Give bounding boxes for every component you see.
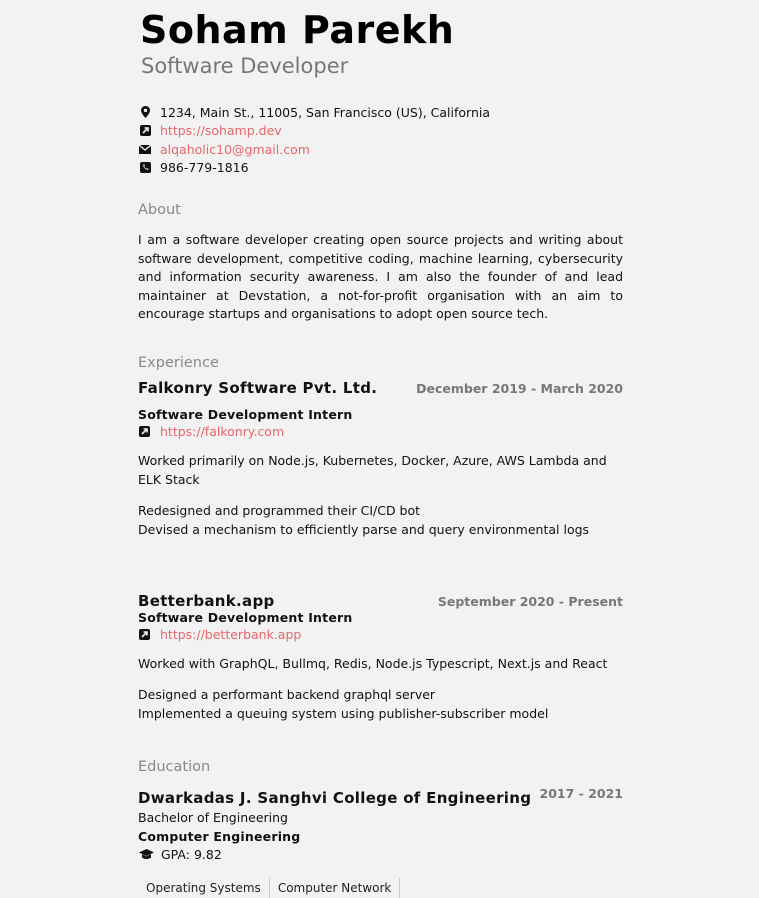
job-entry xyxy=(138,379,623,539)
job-website xyxy=(138,627,623,642)
job-company: Betterbank.app xyxy=(138,592,275,610)
job-website-link[interactable]: https://falkonry.com xyxy=(160,424,285,439)
contact-website xyxy=(139,122,619,141)
gpa-text: GPA: 9.82 xyxy=(161,847,222,862)
external-link-icon xyxy=(139,629,151,641)
email-link[interactable]: alqaholic10@gmail.com xyxy=(160,141,310,157)
phone-icon xyxy=(139,162,151,174)
job-website xyxy=(138,424,623,439)
external-link-icon xyxy=(139,426,151,438)
contact-list xyxy=(139,103,619,177)
job-summary: Worked primarily on Node.js, Kubernetes, Docker, Azure, AWS Lambda and ELK Stack xyxy=(138,453,607,487)
job-highlight: Devised a mechanism to efficiently parse and query environmental logs xyxy=(138,522,590,537)
education-entry xyxy=(138,786,623,864)
course-tag: Operating Systems xyxy=(138,878,270,898)
job-summary: Worked with GraphQL, Bullmq, Redis, Node.js Typescript, Next.js and React xyxy=(138,656,608,671)
job-dates: December 2019 - March 2020 xyxy=(416,381,623,396)
about-heading: About xyxy=(138,202,181,218)
job-company: Falkonry Software Pvt. Ltd. xyxy=(138,379,378,397)
website-link[interactable]: https://sohamp.dev xyxy=(160,123,282,139)
job-website-link[interactable]: https://betterbank.app xyxy=(160,627,302,642)
person-name: Soham Parekh xyxy=(140,8,455,52)
experience-heading: Experience xyxy=(138,355,219,371)
job-dates: September 2020 - Present xyxy=(437,594,623,609)
job-role: Software Development Intern xyxy=(138,610,353,625)
course-tags xyxy=(138,878,400,898)
address-text: 1234, Main St., 11005, San Francisco (US), California xyxy=(160,104,491,120)
gpa-row xyxy=(138,846,623,864)
envelope-icon xyxy=(139,143,151,155)
job-highlight: Implemented a queuing system using publisher-subscriber model xyxy=(138,706,549,721)
education-heading: Education xyxy=(138,759,211,775)
external-link-icon xyxy=(139,125,151,137)
job-highlight: Designed a performant backend graphql server xyxy=(138,687,436,702)
contact-address xyxy=(139,103,619,122)
map-marker-icon xyxy=(139,106,151,118)
course-tag: Computer Network xyxy=(270,878,401,898)
person-title: Software Developer xyxy=(141,54,349,78)
job-entry xyxy=(138,592,623,723)
degree: Bachelor of Engineering xyxy=(138,810,288,825)
education-dates: 2017 - 2021 xyxy=(539,786,623,801)
job-highlight: Redesigned and programmed their CI/CD bot xyxy=(138,503,421,518)
graduation-cap-icon xyxy=(139,849,154,861)
school-name: Dwarkadas J. Sanghvi College of Engineering xyxy=(138,789,532,807)
contact-phone xyxy=(139,159,619,178)
job-role: Software Development Intern xyxy=(138,407,353,422)
phone-text: 986-779-1816 xyxy=(160,160,249,176)
about-text: I am a software developer creating open source projects and writing about software development, competitive coding, machine learning, cybersecurity and information security awareness. I am also the founder of and lead maintainer at Devstation, a not-for-profit organisation with an aim to encourage startups and organisations to adopt open source tech. xyxy=(138,232,623,321)
contact-email xyxy=(139,140,619,159)
major: Computer Engineering xyxy=(138,829,301,844)
